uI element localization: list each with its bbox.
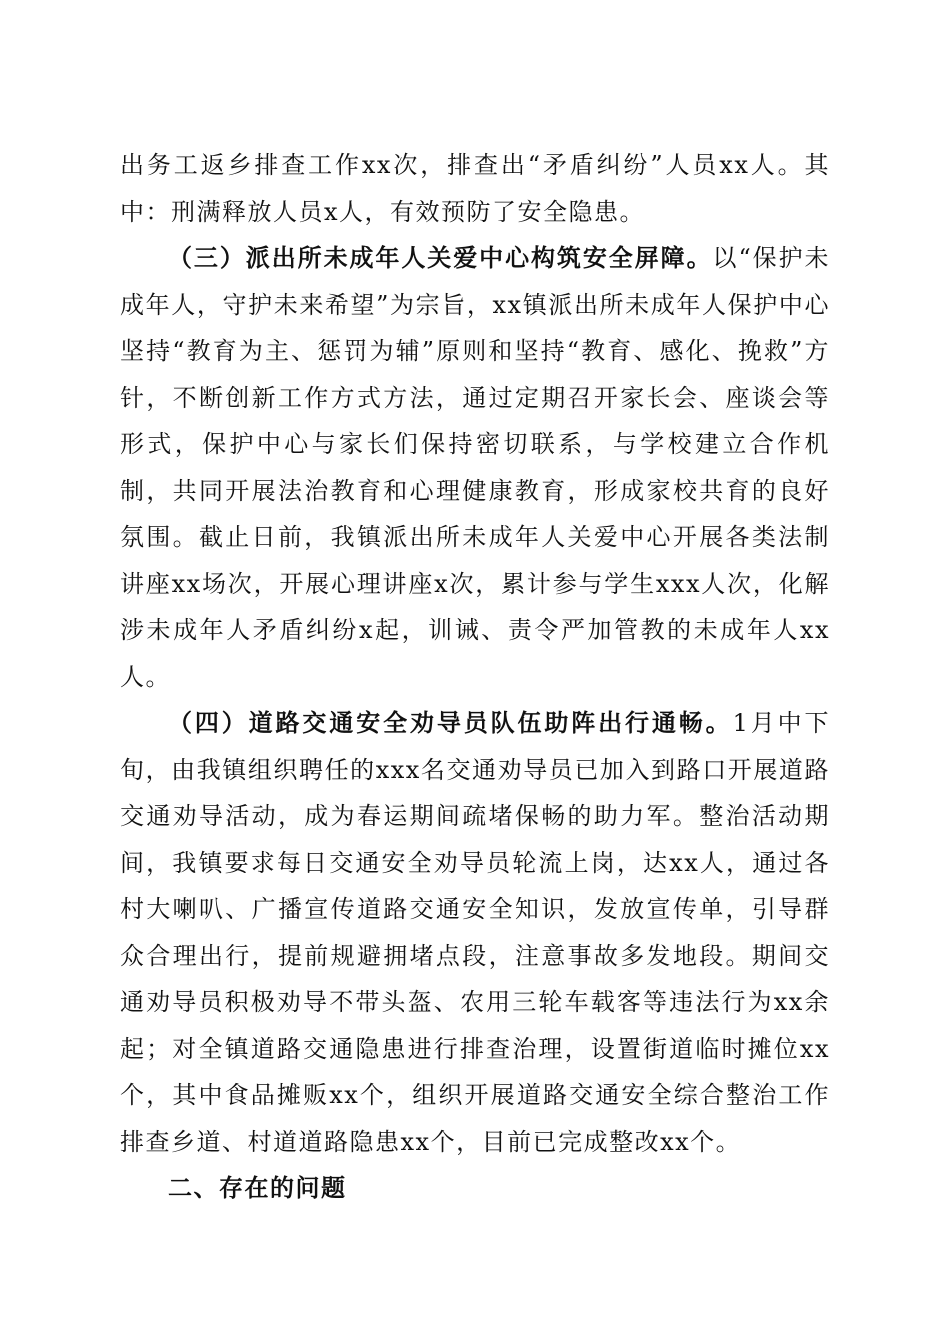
paragraph-minors-care-center bbox=[120, 235, 830, 700]
paragraph-text-minors-care-center: 以“保护未成年人，守护未来希望”为宗旨，xx镇派出所未成年人保护中心坚持“教育为主、惩罚为辅”原则和坚持“教育、感化、挽救”方针，不断创新工作方式方法，通过定期召开家长会、座谈会等形式，保护中心与家长们保持密切联系，与学校建立合作机制，共同开展法治教育和心理健康教育，形成家校共育的良好氛围。截止日前，我镇派出所未成年人关爱中心开展各类法制讲座xx场次，开展心理讲座x次，累计参与学生xxx人次，化解涉未成年人矛盾纠纷x起，训诫、责令严加管教的未成年人xx人。 bbox=[120, 244, 831, 691]
paragraph-traffic-safety bbox=[120, 700, 830, 1165]
subheading-minors-care-center: （三）派出所未成年人关爱中心构筑安全屏障。 bbox=[168, 244, 713, 272]
paragraph-text-traffic-safety: 1月中下旬，由我镇组织聘任的xxx名交通劝导员已加入到路口开展道路交通劝导活动，成为春运期间疏堵保畅的助力军。整治活动期间，我镇要求每日交通安全劝导员轮流上岗，达xx人，通过各村大喇叭、广播宣传道路交通安全知识，发放宣传单，引导群众合理出行，提前规避拥堵点段，注意事故多发地段。期间交通劝导员积极劝导不带头盔、农用三轮车载客等违法行为xx余起；对全镇道路交通隐患进行排查治理，设置街道临时摊位xx个，其中食品摊贩xx个，组织开展道路交通安全综合整治工作排查乡道、村道道路隐患xx个，目前已完成整改xx个。 bbox=[120, 709, 830, 1156]
subheading-traffic-safety: （四）道路交通安全劝导员队伍助阵出行通畅。 bbox=[168, 709, 733, 737]
section-heading-problems: 二、存在的问题 bbox=[168, 1174, 347, 1202]
paragraph-continuation: 出务工返乡排查工作xx次，排查出“矛盾纠纷”人员xx人。其中：刑满释放人员x人，有效预防了安全隐患。 bbox=[120, 151, 830, 226]
document-body bbox=[120, 142, 830, 1212]
